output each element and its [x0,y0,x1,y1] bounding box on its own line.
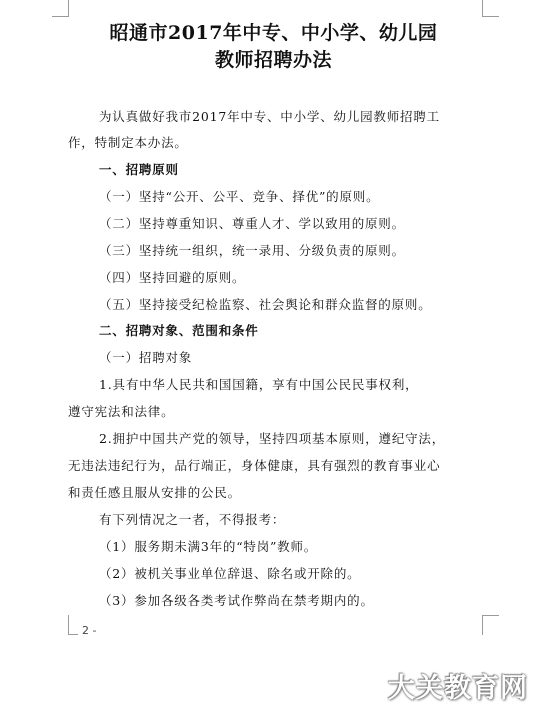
top-right-corner-mark-h [482,16,499,17]
bottom-right-corner-mark-h [482,615,499,616]
bottom-right-corner-mark [482,615,483,635]
condition-1-line-2: 遵守宪法和法律。 [68,404,175,419]
section-2-heading: 二、招聘对象、范围和条件 [99,323,259,338]
condition-1-line-1: 1.具有中华人民共和国国籍，享有中国公民民事权利， [99,377,419,392]
site-watermark: 大关教育网 [388,673,528,704]
bottom-left-corner-mark-h [68,634,78,635]
intro-paragraph-line-1: 为认真做好我市2017年中专、中小学、幼儿园教师招聘工 [99,109,440,124]
exclusion-intro: 有下列情况之一者，不得报考： [99,512,286,527]
exclusion-item-1: （1）服务期未满3年的“特岗”教师。 [99,539,318,554]
page-number: 2 - [82,624,97,637]
exclusion-item-3: （3）参加各级各类考试作弊尚在禁考期内的。 [99,593,374,608]
section-1-heading: 一、招聘原则 [99,162,179,177]
principle-item-2: （二）坚持尊重知识、尊重人才、学以致用的原则。 [99,216,405,231]
bottom-left-corner-mark [68,615,69,635]
top-right-corner-mark [482,0,483,16]
exclusion-item-2: （2）被机关事业单位辞退、除名或开除的。 [99,566,361,581]
principle-item-5: （五）坚持接受纪检监察、社会舆论和群众监督的原则。 [99,297,432,312]
document-title-line-2: 教师招聘办法 [214,49,332,71]
document-title-line-1: 昭通市2017年中专、中小学、幼儿园 [109,22,438,44]
condition-2-line-3: 和责任感且服从安排的公民。 [68,485,241,500]
principle-item-1: （一）坚持“公开、公平、竞争、择优”的原则。 [99,189,380,204]
top-left-corner-mark-h [52,16,69,17]
condition-2-line-1: 2.拥护中国共产党的领导，坚持四项基本原则，遵纪守法， [99,431,446,446]
subsection-recruit-target: （一）招聘对象 [99,350,193,365]
intro-paragraph-line-2: 作，特制定本办法。 [68,135,188,150]
top-left-corner-mark [68,0,69,16]
principle-item-4: （四）坚持回避的原则。 [99,270,246,285]
principle-item-3: （三）坚持统一组织，统一录用、分级负责的原则。 [99,243,405,258]
condition-2-line-2: 无违法违纪行为，品行端正，身体健康，具有强烈的教育事业心 [68,458,441,473]
